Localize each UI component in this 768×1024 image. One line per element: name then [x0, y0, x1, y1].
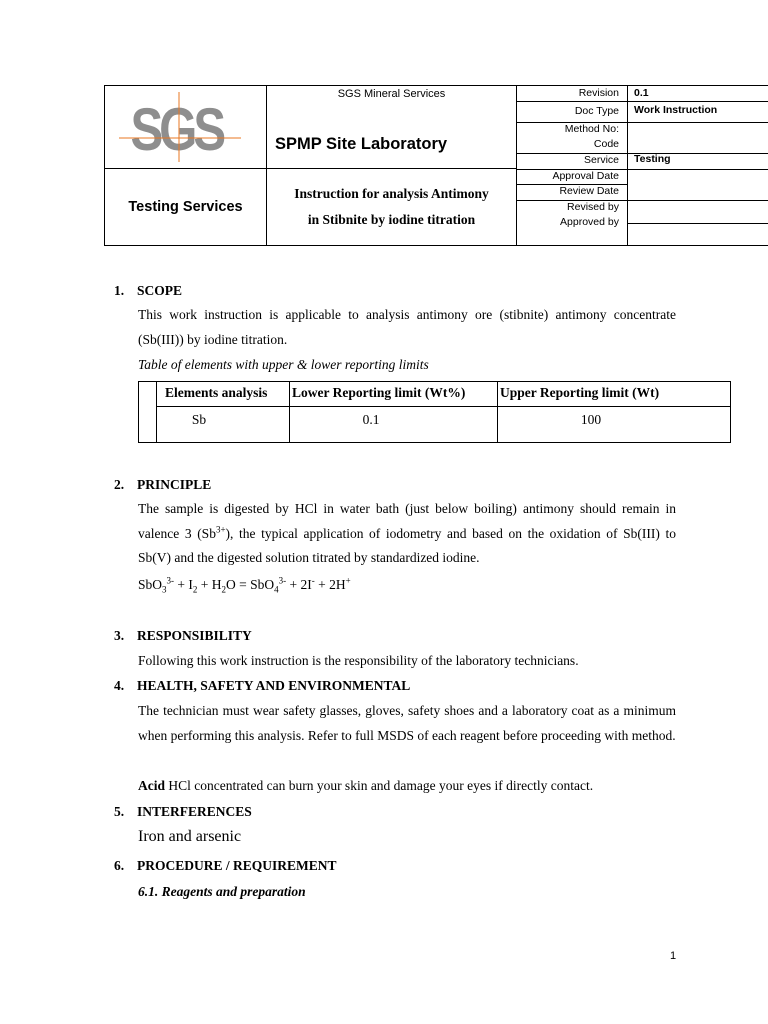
health-text: The technician must wear safety glasses, gloves, safety shoes and a laboratory coat as a minimum when performing this analysis. Refer to full MSDS of each reagent before proceeding with method.: [138, 703, 676, 743]
page-number: 1: [670, 950, 677, 962]
table-header: Elements analysis: [165, 385, 268, 400]
table-cell: Sb: [191, 412, 207, 427]
section-interferences-heading: 5. INTERFERENCES: [114, 804, 252, 819]
value-doc-type: Work Instruction: [634, 104, 718, 116]
limits-table-caption: Table of elements with upper & lower reporting limits: [138, 357, 429, 372]
label-approval-date: Approval Date: [552, 170, 619, 182]
document-header: [104, 85, 768, 246]
field-labels-column: [516, 85, 628, 246]
table-header: Lower Reporting limit (Wt%): [292, 385, 466, 400]
responsibility-text: Following this work instruction is the responsibility of the laboratory technicians.: [138, 653, 579, 668]
doc-title-line1: Instruction for analysis Antimony: [294, 186, 489, 201]
logo-text: SGS: [130, 95, 223, 162]
subsection-reagents: 6.1. Reagents and preparation: [138, 884, 306, 899]
title-cell: [266, 168, 517, 246]
label-review-date: Review Date: [559, 185, 619, 197]
section-responsibility-heading: 3. RESPONSIBILITY: [114, 628, 252, 643]
reporting-limits-table: [138, 381, 731, 443]
label-method-no: Method No:: [564, 123, 619, 135]
label-code: Code: [593, 138, 619, 150]
scope-text: This work instruction is applicable to analysis antimony ore (stibnite) antimony concentrate (Sb(III)) by iodine titration.: [138, 307, 676, 347]
table-cell: 100: [580, 412, 602, 427]
interferences-text: Iron and arsenic: [138, 828, 242, 845]
value-service: Testing: [634, 153, 671, 165]
label-doc-type: Doc Type: [574, 105, 619, 117]
label-service: Service: [583, 154, 619, 166]
site-name: SPMP Site Laboratory: [275, 135, 448, 153]
department-label: Testing Services: [128, 199, 243, 215]
section-scope-heading: 1. SCOPE: [114, 283, 183, 298]
label-revised-by: Revised by: [567, 201, 619, 213]
label-approved-by: Approved by: [560, 216, 619, 228]
company-cell: [266, 85, 517, 169]
label-revision: Revision: [578, 87, 619, 99]
value-revision: 0.1: [634, 87, 649, 99]
doc-title-line2: in Stibnite by iodine titration: [307, 212, 476, 227]
department-cell: [104, 168, 267, 246]
principle-text: The sample is digested by HCl in water bath (just below boiling) antimony should remain in valence 3 $(Sb^{3+})$, the typical application of iodometry and based on the oxidation of Sb(III) to Sb(V) and the digested solution titrated by standardized iodine.: [138, 501, 676, 565]
logo-cell: [104, 85, 267, 169]
sgs-logo: [119, 92, 241, 162]
field-values-column: [627, 85, 768, 246]
section-health-heading: 4. HEALTH, SAFETY AND ENVIRONMENTAL: [114, 678, 411, 693]
acid-warning: Acid HCl concentrated can burn your skin and damage your eyes if directly contact.: [138, 778, 594, 793]
reaction-equation: $SbO_3^{3-} + I_2 + H_2O = SbO_4^{3-} + 2I^- + 2H^+$: [138, 575, 351, 595]
section-principle-heading: 2. PRINCIPLE: [114, 477, 212, 492]
company-name: SGS Mineral Services: [337, 88, 446, 100]
table-cell: 0.1: [362, 412, 380, 427]
table-header: Upper Reporting limit (Wt): [500, 385, 660, 400]
section-procedure-heading: 6. PROCEDURE / REQUIREMENT: [114, 858, 337, 873]
